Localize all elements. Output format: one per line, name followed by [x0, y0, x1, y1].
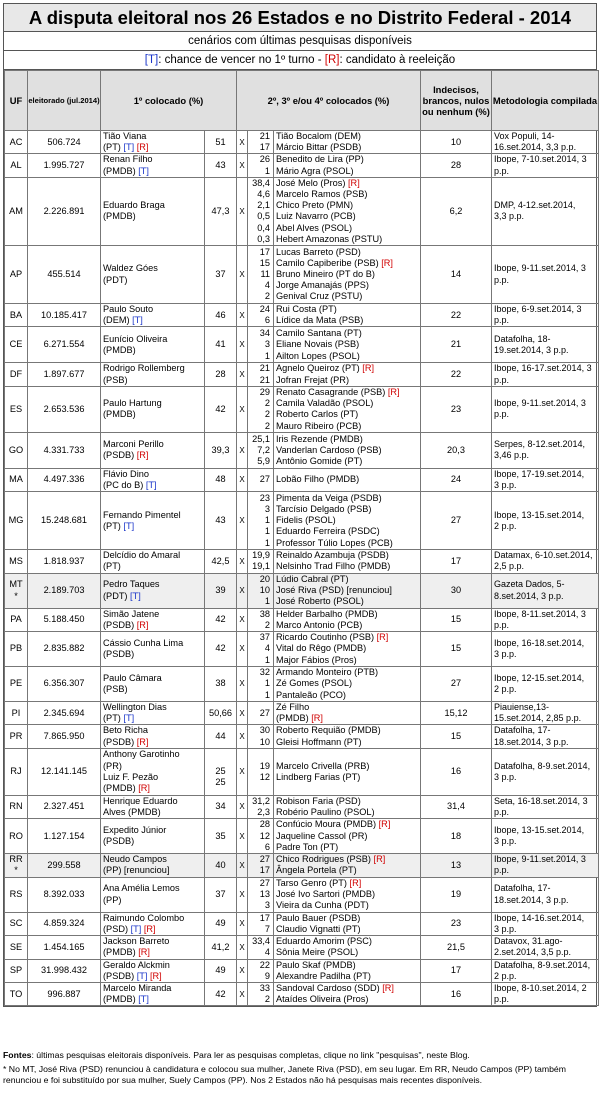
others-name-cell: Sandoval Cardoso (SDD) [R] Ataídes Oliveira (Pros) — [274, 982, 421, 1005]
uf-cell: PB — [5, 632, 28, 667]
versus-cell: X — [237, 795, 248, 818]
eleitorado-cell: 1.127.154 — [28, 819, 101, 854]
versus-cell: X — [237, 573, 248, 608]
nulos-cell: 28 — [421, 154, 492, 177]
metodologia-cell: Ibope, 7-10.set.2014, 3 p.p. — [492, 154, 599, 177]
first-name-cell: Henrique Eduardo Alves (PMDB) — [101, 795, 205, 818]
metodologia-cell: Ibope, 14-16.set.2014, 3 p.p. — [492, 912, 599, 935]
eleitorado-cell: 6.271.554 — [28, 327, 101, 363]
first-name-cell: Jackson Barreto (PMDB) [R] — [101, 936, 205, 959]
first-name-cell: Marcelo Miranda (PMDB) [T] — [101, 982, 205, 1005]
others-pct-cell: 27 — [248, 468, 274, 491]
table-row — [5, 550, 599, 573]
versus-cell: X — [237, 982, 248, 1005]
first-pct-cell: 28 — [205, 363, 237, 386]
first-name-cell: Fernando Pimentel (PT) [T] — [101, 492, 205, 550]
uf-cell: AM — [5, 177, 28, 245]
metodologia-cell: Ibope, 17-19.set.2014, 3 p.p. — [492, 468, 599, 491]
versus-cell: X — [237, 959, 248, 982]
versus-cell: X — [237, 386, 248, 432]
table-row — [5, 492, 599, 550]
others-name-cell: Ricardo Coutinho (PSB) [R] Vital do Rêgo (PMDB) Major Fábios (Pros) — [274, 632, 421, 667]
uf-cell: RN — [5, 795, 28, 818]
first-name-cell: Wellington Dias (PT) [T] — [101, 702, 205, 725]
table-row — [5, 573, 599, 608]
uf-cell: DF — [5, 363, 28, 386]
first-pct-cell: 40 — [205, 854, 237, 877]
metodologia-cell: Piauiense,13-15.set.2014, 2,85 p.p. — [492, 702, 599, 725]
eleitorado-cell: 2.226.891 — [28, 177, 101, 245]
first-name-cell: Rodrigo Rollemberg (PSB) — [101, 363, 205, 386]
first-name-cell: Ana Amélia Lemos (PP) — [101, 877, 205, 912]
others-pct-cell: 17 15 11 4 2 — [248, 246, 274, 304]
others-name-cell: Zé Filho (PMDB) [R] — [274, 702, 421, 725]
first-pct-cell: 42 — [205, 608, 237, 631]
table-row — [5, 936, 599, 959]
nulos-cell: 16 — [421, 982, 492, 1005]
table-row — [5, 327, 599, 363]
metodologia-cell: Ibope, 13-15.set.2014, 2 p.p. — [492, 492, 599, 550]
first-name-cell: Eunício Oliveira (PMDB) — [101, 327, 205, 363]
nulos-cell: 24 — [421, 468, 492, 491]
metodologia-cell: Ibope, 16-17.set.2014, 3 p.p. — [492, 363, 599, 386]
first-name-cell: Flávio Dino (PC do B) [T] — [101, 468, 205, 491]
first-pct-cell: 42 — [205, 982, 237, 1005]
first-pct-cell: 41,2 — [205, 936, 237, 959]
footer-note: * No MT, José Riva (PSD) renunciou à candidatura e colocou sua mulher, Janete Riva (PSD), em seu lugar. Em RR, Neudo Campos (PP) também renunciou e foi substituído por sua mulher, Suely Campos (PP). Nos 2 Estados não há pesquisas mais recentes disponíveis. — [3, 1064, 566, 1085]
versus-cell: X — [237, 154, 248, 177]
nulos-cell: 6,2 — [421, 177, 492, 245]
uf-cell: PI — [5, 702, 28, 725]
first-pct-cell: 44 — [205, 725, 237, 748]
eleitorado-cell: 1.995.727 — [28, 154, 101, 177]
page-title: A disputa eleitoral nos 26 Estados e no Distrito Federal - 2014 — [4, 4, 596, 32]
metodologia-cell: Ibope, 9-11.set.2014, 3 p.p. — [492, 386, 599, 432]
nulos-cell: 22 — [421, 304, 492, 327]
others-name-cell: Camilo Santana (PT) Eliane Novais (PSB) Ailton Lopes (PSOL) — [274, 327, 421, 363]
others-name-cell: Reinaldo Azambuja (PSDB) Nelsinho Trad Filho (PMDB) — [274, 550, 421, 573]
uf-cell: MA — [5, 468, 28, 491]
table-row — [5, 177, 599, 245]
nulos-cell: 15 — [421, 725, 492, 748]
metodologia-cell: Ibope, 6-9.set.2014, 3 p.p. — [492, 304, 599, 327]
uf-cell: PA — [5, 608, 28, 631]
others-pct-cell: 34 3 1 — [248, 327, 274, 363]
versus-cell: X — [237, 492, 248, 550]
metodologia-cell: Datafolha, 8-9.set.2014, 2 p.p. — [492, 959, 599, 982]
table-row — [5, 468, 599, 491]
first-pct-cell: 25 25 — [205, 748, 237, 795]
footer-sources-label: Fontes — [3, 1050, 32, 1060]
table-row — [5, 154, 599, 177]
first-pct-cell: 37 — [205, 246, 237, 304]
others-pct-cell: 19,9 19,1 — [248, 550, 274, 573]
table-row — [5, 386, 599, 432]
first-pct-cell: 46 — [205, 304, 237, 327]
others-pct-cell: 33,4 4 — [248, 936, 274, 959]
eleitorado-cell: 2.327.451 — [28, 795, 101, 818]
versus-cell: X — [237, 748, 248, 795]
nulos-cell: 31,4 — [421, 795, 492, 818]
eleitorado-cell: 12.141.145 — [28, 748, 101, 795]
eleitorado-cell: 4.497.336 — [28, 468, 101, 491]
first-pct-cell: 42,5 — [205, 550, 237, 573]
eleitorado-cell: 455.514 — [28, 246, 101, 304]
nulos-cell: 20,3 — [421, 432, 492, 468]
table-row — [5, 632, 599, 667]
others-name-cell: Iris Rezende (PMDB) Vanderlan Cardoso (PSB) Antônio Gomide (PT) — [274, 432, 421, 468]
table-header-row — [5, 71, 599, 131]
first-pct-cell: 37 — [205, 877, 237, 912]
first-pct-cell: 35 — [205, 819, 237, 854]
uf-cell: AP — [5, 246, 28, 304]
metodologia-cell: Ibope, 16-18.set.2014, 3 p.p. — [492, 632, 599, 667]
first-name-cell: Paulo Souto (DEM) [T] — [101, 304, 205, 327]
versus-cell: X — [237, 702, 248, 725]
first-pct-cell: 51 — [205, 131, 237, 154]
eleitorado-cell: 2.189.703 — [28, 573, 101, 608]
eleitorado-cell: 1.818.937 — [28, 550, 101, 573]
versus-cell: X — [237, 246, 248, 304]
others-name-cell: Armando Monteiro (PTB) Zé Gomes (PSOL) Pantaleão (PCO) — [274, 667, 421, 702]
others-pct-cell: 17 7 — [248, 912, 274, 935]
table-row — [5, 982, 599, 1005]
uf-cell: SP — [5, 959, 28, 982]
nulos-cell: 21,5 — [421, 936, 492, 959]
header-eleitorado: eleitorado (jul.2014) — [28, 71, 101, 131]
others-pct-cell: 23 3 1 1 1 — [248, 492, 274, 550]
others-pct-cell: 31,2 2,3 — [248, 795, 274, 818]
nulos-cell: 16 — [421, 748, 492, 795]
header-first-place: 1º colocado (%) — [101, 71, 237, 131]
others-pct-cell: 30 10 — [248, 725, 274, 748]
footer-sources — [3, 1050, 597, 1061]
uf-cell: CE — [5, 327, 28, 363]
nulos-cell: 13 — [421, 854, 492, 877]
nulos-cell: 22 — [421, 363, 492, 386]
legend-r-tag: [R] — [324, 54, 340, 66]
first-pct-cell: 39 — [205, 573, 237, 608]
others-pct-cell: 27 — [248, 702, 274, 725]
first-pct-cell: 43 — [205, 154, 237, 177]
uf-cell: MS — [5, 550, 28, 573]
first-name-cell: Expedito Júnior (PSDB) — [101, 819, 205, 854]
versus-cell: X — [237, 632, 248, 667]
table-row — [5, 667, 599, 702]
others-name-cell: Lúdio Cabral (PT) José Riva (PSD) [renunciou] José Roberto (PSOL) — [274, 573, 421, 608]
metodologia-cell: Datafolha, 8-9.set.2014, 3 p.p. — [492, 748, 599, 795]
others-pct-cell: 21 17 — [248, 131, 274, 154]
table-row — [5, 748, 599, 795]
nulos-cell: 15,12 — [421, 702, 492, 725]
nulos-cell: 17 — [421, 550, 492, 573]
metodologia-cell: Seta, 16-18.set.2014, 3 p.p. — [492, 795, 599, 818]
nulos-cell: 17 — [421, 959, 492, 982]
others-pct-cell: 19 12 — [248, 748, 274, 795]
first-pct-cell: 43 — [205, 492, 237, 550]
table-row — [5, 912, 599, 935]
others-name-cell: Lucas Barreto (PSD) Camilo Capiberibe (PSB) [R] Bruno Mineiro (PT do B) Jorge Amanajás (PPS) Genival Cruz (PSTU) — [274, 246, 421, 304]
first-name-cell: Neudo Campos (PP) [renunciou] — [101, 854, 205, 877]
eleitorado-cell: 299.558 — [28, 854, 101, 877]
election-table — [4, 70, 599, 1006]
eleitorado-cell: 15.248.681 — [28, 492, 101, 550]
others-name-cell: Tião Bocalom (DEM) Márcio Bittar (PSDB) — [274, 131, 421, 154]
first-pct-cell: 34 — [205, 795, 237, 818]
metodologia-cell: Datamax, 6-10.set.2014, 2,5 p.p. — [492, 550, 599, 573]
first-pct-cell: 49 — [205, 912, 237, 935]
others-pct-cell: 21 21 — [248, 363, 274, 386]
table-row — [5, 131, 599, 154]
nulos-cell: 30 — [421, 573, 492, 608]
metodologia-cell: Datavox, 31.ago-2.set.2014, 3,5 p.p. — [492, 936, 599, 959]
uf-cell: PR — [5, 725, 28, 748]
others-pct-cell: 33 2 — [248, 982, 274, 1005]
others-pct-cell: 27 17 — [248, 854, 274, 877]
others-pct-cell: 26 1 — [248, 154, 274, 177]
first-name-cell: Beto Richa (PSDB) [R] — [101, 725, 205, 748]
nulos-cell: 27 — [421, 667, 492, 702]
others-name-cell: Confúcio Moura (PMDB) [R] Jaqueline Cassol (PR) Padre Ton (PT) — [274, 819, 421, 854]
footer — [3, 1050, 597, 1089]
metodologia-cell: Ibope, 9-11.set.2014, 3 p.p. — [492, 246, 599, 304]
versus-cell: X — [237, 725, 248, 748]
others-name-cell: Roberto Requião (PMDB) Gleisi Hoffmann (PT) — [274, 725, 421, 748]
table-row — [5, 246, 599, 304]
first-name-cell: Tião Viana (PT) [T] [R] — [101, 131, 205, 154]
uf-cell: RS — [5, 877, 28, 912]
others-pct-cell: 28 12 6 — [248, 819, 274, 854]
first-pct-cell: 42 — [205, 632, 237, 667]
others-pct-cell: 25,1 7,2 5,9 — [248, 432, 274, 468]
eleitorado-cell: 2.345.694 — [28, 702, 101, 725]
election-table-card — [3, 3, 597, 1007]
eleitorado-cell: 31.998.432 — [28, 959, 101, 982]
uf-cell: GO — [5, 432, 28, 468]
others-name-cell: Chico Rodrigues (PSB) [R] Ângela Portela (PT) — [274, 854, 421, 877]
metodologia-cell: Datafolha, 18-19.set.2014, 3 p.p. — [492, 327, 599, 363]
versus-cell: X — [237, 432, 248, 468]
others-name-cell: Benedito de Lira (PP) Mário Agra (PSOL) — [274, 154, 421, 177]
others-pct-cell: 29 2 2 2 — [248, 386, 274, 432]
header-other-places: 2º, 3º e/ou 4º colocados (%) — [237, 71, 421, 131]
metodologia-cell: Gazeta Dados, 5-8.set.2014, 3 p.p. — [492, 573, 599, 608]
others-name-cell: Tarso Genro (PT) [R] José Ivo Sartori (PMDB) Vieira da Cunha (PDT) — [274, 877, 421, 912]
table-row — [5, 725, 599, 748]
others-name-cell: Eduardo Amorim (PSC) Sônia Meire (PSOL) — [274, 936, 421, 959]
metodologia-cell: DMP, 4-12.set.2014, 3,3 p.p. — [492, 177, 599, 245]
versus-cell: X — [237, 304, 248, 327]
nulos-cell: 15 — [421, 608, 492, 631]
versus-cell: X — [237, 363, 248, 386]
first-name-cell: Geraldo Alckmin (PSDB) [T] [R] — [101, 959, 205, 982]
table-row — [5, 795, 599, 818]
first-name-cell: Cássio Cunha Lima (PSDB) — [101, 632, 205, 667]
versus-cell: X — [237, 819, 248, 854]
table-row — [5, 854, 599, 877]
uf-cell: BA — [5, 304, 28, 327]
first-name-cell: Delcídio do Amaral (PT) — [101, 550, 205, 573]
first-pct-cell: 47,3 — [205, 177, 237, 245]
uf-cell: RR * — [5, 854, 28, 877]
uf-cell: RJ — [5, 748, 28, 795]
versus-cell: X — [237, 327, 248, 363]
eleitorado-cell: 10.185.417 — [28, 304, 101, 327]
legend-t-tag: [T] — [144, 54, 159, 66]
versus-cell: X — [237, 550, 248, 573]
versus-cell: X — [237, 468, 248, 491]
versus-cell: X — [237, 131, 248, 154]
header-uf: UF — [5, 71, 28, 131]
legend — [4, 51, 596, 70]
others-pct-cell: 38,4 4,6 2,1 0,5 0,4 0,3 — [248, 177, 274, 245]
first-pct-cell: 41 — [205, 327, 237, 363]
metodologia-cell: Vox Populi, 14-16.set.2014, 3,3 p.p. — [492, 131, 599, 154]
eleitorado-cell: 7.865.950 — [28, 725, 101, 748]
nulos-cell: 21 — [421, 327, 492, 363]
uf-cell: SE — [5, 936, 28, 959]
others-name-cell: Pimenta da Veiga (PSDB) Tarcísio Delgado (PSB) Fidelis (PSOL) Eduardo Ferreira (PSDC) Professor Túlio Lopes (PCB) — [274, 492, 421, 550]
uf-cell: ES — [5, 386, 28, 432]
first-name-cell: Renan Filho (PMDB) [T] — [101, 154, 205, 177]
eleitorado-cell: 5.188.450 — [28, 608, 101, 631]
others-name-cell: Paulo Skaf (PMDB) Alexandre Padilha (PT) — [274, 959, 421, 982]
eleitorado-cell: 1.454.165 — [28, 936, 101, 959]
table-row — [5, 959, 599, 982]
nulos-cell: 23 — [421, 386, 492, 432]
footer-sources-text: : últimas pesquisas eleitorais disponíveis. Para ler as pesquisas completas, clique no link "pesquisas", neste Blog. — [31, 1050, 470, 1060]
versus-cell: X — [237, 877, 248, 912]
nulos-cell: 27 — [421, 492, 492, 550]
table-row — [5, 877, 599, 912]
others-pct-cell: 38 2 — [248, 608, 274, 631]
eleitorado-cell: 6.356.307 — [28, 667, 101, 702]
uf-cell: MT * — [5, 573, 28, 608]
first-name-cell: Pedro Taques (PDT) [T] — [101, 573, 205, 608]
versus-cell: X — [237, 936, 248, 959]
versus-cell: X — [237, 854, 248, 877]
eleitorado-cell: 2.653.536 — [28, 386, 101, 432]
metodologia-cell: Ibope, 8-10.set.2014, 2 p.p. — [492, 982, 599, 1005]
header-nulos: Indecisos, brancos, nulos ou nenhum (%) — [421, 71, 492, 131]
others-name-cell: José Melo (Pros) [R] Marcelo Ramos (PSB) Chico Preto (PMN) Luiz Navarro (PCB) Abel Alves (PSOL) Hebert Amazonas (PSTU) — [274, 177, 421, 245]
nulos-cell: 14 — [421, 246, 492, 304]
uf-cell: SC — [5, 912, 28, 935]
others-pct-cell: 37 4 1 — [248, 632, 274, 667]
table-row — [5, 432, 599, 468]
eleitorado-cell: 8.392.033 — [28, 877, 101, 912]
first-name-cell: Anthony Garotinho (PR) Luiz F. Pezão (PMDB) [R] — [101, 748, 205, 795]
nulos-cell: 19 — [421, 877, 492, 912]
eleitorado-cell: 506.724 — [28, 131, 101, 154]
others-pct-cell: 22 9 — [248, 959, 274, 982]
metodologia-cell: Datafolha, 17-18.set.2014, 3 p.p. — [492, 877, 599, 912]
eleitorado-cell: 4.331.733 — [28, 432, 101, 468]
versus-cell: X — [237, 912, 248, 935]
versus-cell: X — [237, 608, 248, 631]
eleitorado-cell: 1.897.677 — [28, 363, 101, 386]
others-name-cell: Renato Casagrande (PSB) [R] Camila Valadão (PSOL) Roberto Carlos (PT) Mauro Ribeiro (PCB) — [274, 386, 421, 432]
first-name-cell: Marconi Perillo (PSDB) [R] — [101, 432, 205, 468]
eleitorado-cell: 2.835.882 — [28, 632, 101, 667]
nulos-cell: 10 — [421, 131, 492, 154]
page-subtitle: cenários com últimas pesquisas disponíveis — [4, 32, 596, 51]
metodologia-cell: Ibope, 13-15.set.2014, 3 p.p. — [492, 819, 599, 854]
legend-r-text: : candidato à reeleição — [339, 54, 456, 66]
others-pct-cell: 27 13 3 — [248, 877, 274, 912]
nulos-cell: 23 — [421, 912, 492, 935]
table-body — [5, 131, 599, 1006]
table-row — [5, 304, 599, 327]
uf-cell: MG — [5, 492, 28, 550]
others-name-cell: Paulo Bauer (PSDB) Claudio Vignatti (PT) — [274, 912, 421, 935]
table-row — [5, 363, 599, 386]
others-pct-cell: 24 6 — [248, 304, 274, 327]
others-name-cell: Lobão Filho (PMDB) — [274, 468, 421, 491]
others-pct-cell: 32 1 1 — [248, 667, 274, 702]
eleitorado-cell: 4.859.324 — [28, 912, 101, 935]
first-pct-cell: 39,3 — [205, 432, 237, 468]
metodologia-cell: Ibope, 12-15.set.2014, 2 p.p. — [492, 667, 599, 702]
first-pct-cell: 42 — [205, 386, 237, 432]
nulos-cell: 18 — [421, 819, 492, 854]
metodologia-cell: Datafolha, 17-18.set.2014, 3 p.p. — [492, 725, 599, 748]
others-pct-cell: 20 10 1 — [248, 573, 274, 608]
others-name-cell: Robison Faria (PSD) Robério Paulino (PSOL) — [274, 795, 421, 818]
first-name-cell: Paulo Hartung (PMDB) — [101, 386, 205, 432]
uf-cell: TO — [5, 982, 28, 1005]
table-row — [5, 702, 599, 725]
uf-cell: AC — [5, 131, 28, 154]
metodologia-cell: Serpes, 8-12.set.2014, 3,46 p.p. — [492, 432, 599, 468]
first-name-cell: Paulo Câmara (PSB) — [101, 667, 205, 702]
first-name-cell: Simão Jatene (PSDB) [R] — [101, 608, 205, 631]
others-name-cell: Agnelo Queiroz (PT) [R] Jofran Frejat (PR) — [274, 363, 421, 386]
first-name-cell: Raimundo Colombo (PSD) [T] [R] — [101, 912, 205, 935]
legend-t-text: : chance de vencer no 1º turno - — [158, 54, 325, 66]
others-name-cell: Marcelo Crivella (PRB) Lindberg Farias (PT) — [274, 748, 421, 795]
table-row — [5, 819, 599, 854]
eleitorado-cell: 996.887 — [28, 982, 101, 1005]
nulos-cell: 15 — [421, 632, 492, 667]
uf-cell: AL — [5, 154, 28, 177]
versus-cell: X — [237, 667, 248, 702]
metodologia-cell: Ibope, 8-11.set.2014, 3 p.p. — [492, 608, 599, 631]
first-name-cell: Eduardo Braga (PMDB) — [101, 177, 205, 245]
first-pct-cell: 48 — [205, 468, 237, 491]
others-name-cell: Helder Barbalho (PMDB) Marco Antonio (PCB) — [274, 608, 421, 631]
versus-cell: X — [237, 177, 248, 245]
others-name-cell: Rui Costa (PT) Lídice da Mata (PSB) — [274, 304, 421, 327]
metodologia-cell: Ibope, 9-11.set.2014, 3 p.p. — [492, 854, 599, 877]
header-metodologia: Metodologia compilada — [492, 71, 599, 131]
table-row — [5, 608, 599, 631]
first-pct-cell: 38 — [205, 667, 237, 702]
first-name-cell: Waldez Góes (PDT) — [101, 246, 205, 304]
first-pct-cell: 50,66 — [205, 702, 237, 725]
uf-cell: RO — [5, 819, 28, 854]
first-pct-cell: 49 — [205, 959, 237, 982]
uf-cell: PE — [5, 667, 28, 702]
